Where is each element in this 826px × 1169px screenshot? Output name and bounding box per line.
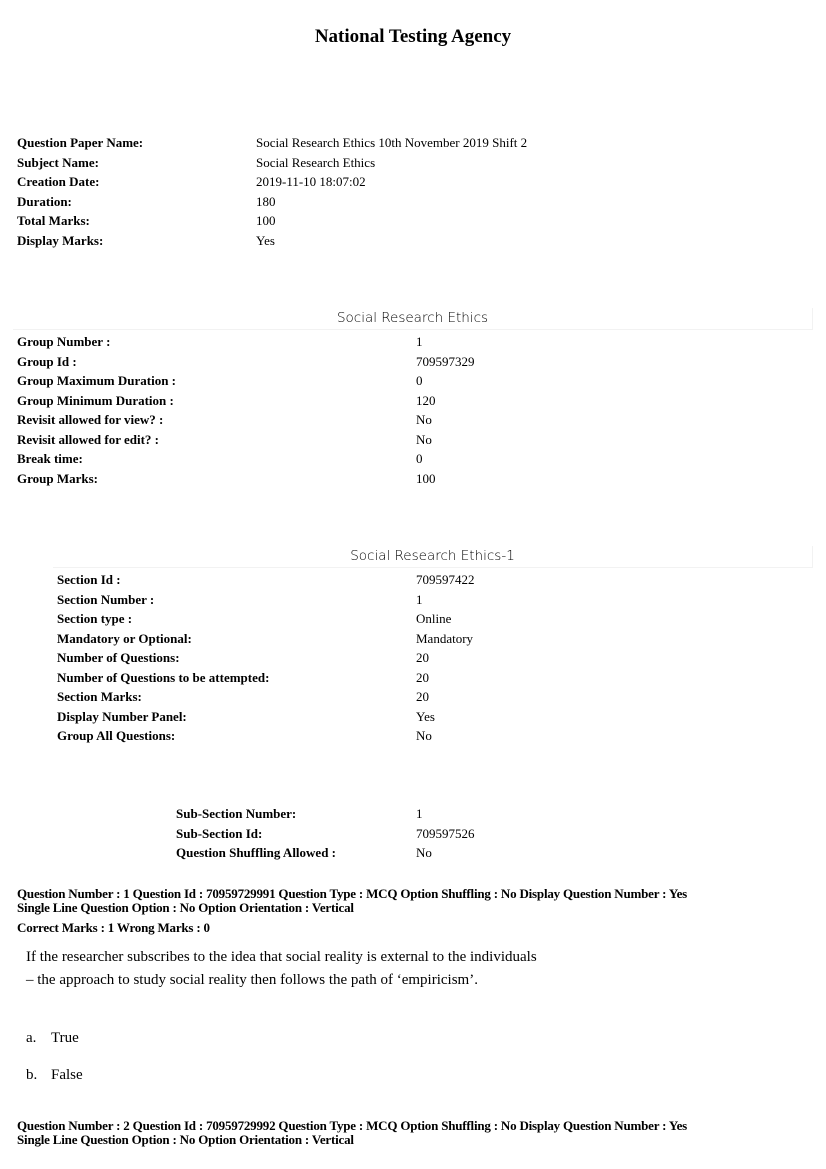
field-label: Revisit allowed for edit? : bbox=[17, 431, 160, 447]
field-label: Group All Questions: bbox=[57, 728, 176, 743]
field-label: Section Id : bbox=[57, 572, 121, 587]
field-label: Question Paper Name: bbox=[17, 135, 144, 150]
field-label: Section Number : bbox=[57, 591, 155, 607]
section-title: Social Research Ethics-1 bbox=[53, 546, 813, 568]
field-value: 709597329 bbox=[416, 353, 475, 369]
group-title: Social Research Ethics bbox=[13, 308, 813, 330]
field-value: Yes bbox=[416, 708, 435, 724]
field-label: Display Marks: bbox=[17, 232, 104, 248]
field-value: 120 bbox=[416, 392, 436, 408]
field-label: Display Number Panel: bbox=[57, 708, 187, 724]
field-value: 180 bbox=[256, 193, 276, 209]
option-b: b. False bbox=[26, 1067, 83, 1083]
field-label: Revisit allowed for view? : bbox=[17, 412, 164, 427]
field-label: Group Maximum Duration : bbox=[17, 373, 177, 388]
field-value: 1 bbox=[416, 806, 423, 821]
field-value: 20 bbox=[416, 689, 429, 704]
question-1-meta: Question Number : 1 Question Id : 70959729991 Question Type : MCQ Option Shuffling : No Display Question Number : Yes bbox=[17, 886, 688, 901]
field-label: Sub-Section Number: bbox=[176, 806, 297, 821]
field-label: Total Marks: bbox=[17, 213, 90, 228]
question-1-marks: Correct Marks : 1 Wrong Marks : 0 bbox=[17, 920, 210, 935]
field-label: Number of Questions: bbox=[57, 650, 180, 665]
field-value: Mandatory bbox=[416, 630, 474, 646]
question-2-meta-2: Single Line Question Option : No Option Orientation : Vertical bbox=[17, 1132, 354, 1147]
field-value: 709597526 bbox=[416, 825, 475, 841]
option-a: a. True bbox=[26, 1030, 79, 1046]
field-label: Section type : bbox=[57, 611, 133, 626]
field-value: Social Research Ethics bbox=[256, 154, 376, 170]
field-value: 0 bbox=[416, 373, 423, 388]
page-title: National Testing Agency bbox=[314, 26, 512, 47]
question-2-meta: Question Number : 2 Question Id : 70959729992 Question Type : MCQ Option Shuffling : No Display Question Number : Yes bbox=[17, 1118, 688, 1133]
field-label: Number of Questions to be attempted: bbox=[57, 669, 270, 685]
field-label: Group Number : bbox=[17, 334, 111, 349]
field-label: Sub-Section Id: bbox=[176, 825, 263, 841]
field-value: 2019-11-10 18:07:02 bbox=[256, 174, 366, 189]
field-value: 20 bbox=[416, 650, 429, 665]
field-value: No bbox=[416, 845, 432, 860]
field-label: Break time: bbox=[17, 451, 83, 466]
field-value: 20 bbox=[416, 669, 429, 685]
field-label: Subject Name: bbox=[17, 154, 99, 170]
field-value: Yes bbox=[256, 232, 275, 248]
field-label: Group Marks: bbox=[17, 470, 99, 486]
field-label: Section Marks: bbox=[57, 689, 142, 704]
field-value: 100 bbox=[256, 213, 276, 228]
field-value: No bbox=[416, 728, 432, 743]
field-value: Social Research Ethics 10th November 2019 Shift 2 bbox=[256, 135, 528, 150]
field-value: No bbox=[416, 412, 432, 427]
field-label: Mandatory or Optional: bbox=[57, 630, 192, 646]
question-1-meta-2: Single Line Question Option : No Option Orientation : Vertical bbox=[17, 900, 354, 915]
field-label: Duration: bbox=[17, 193, 72, 209]
field-value: 1 bbox=[416, 591, 423, 607]
field-value: Online bbox=[416, 611, 452, 626]
field-label: Question Shuffling Allowed : bbox=[176, 845, 337, 860]
field-label: Group Minimum Duration : bbox=[17, 392, 174, 408]
field-label: Group Id : bbox=[17, 353, 77, 369]
field-value: 709597422 bbox=[416, 572, 475, 587]
field-label: Creation Date: bbox=[17, 174, 100, 189]
question-1-text: If the researcher subscribes to the idea that social reality is external to the individuals – the approach to study social reality then follows the path of ‘empiricism’. bbox=[26, 949, 537, 988]
field-value: 100 bbox=[416, 470, 436, 486]
field-value: No bbox=[416, 431, 432, 447]
field-value: 1 bbox=[416, 334, 423, 349]
field-value: 0 bbox=[416, 451, 423, 466]
